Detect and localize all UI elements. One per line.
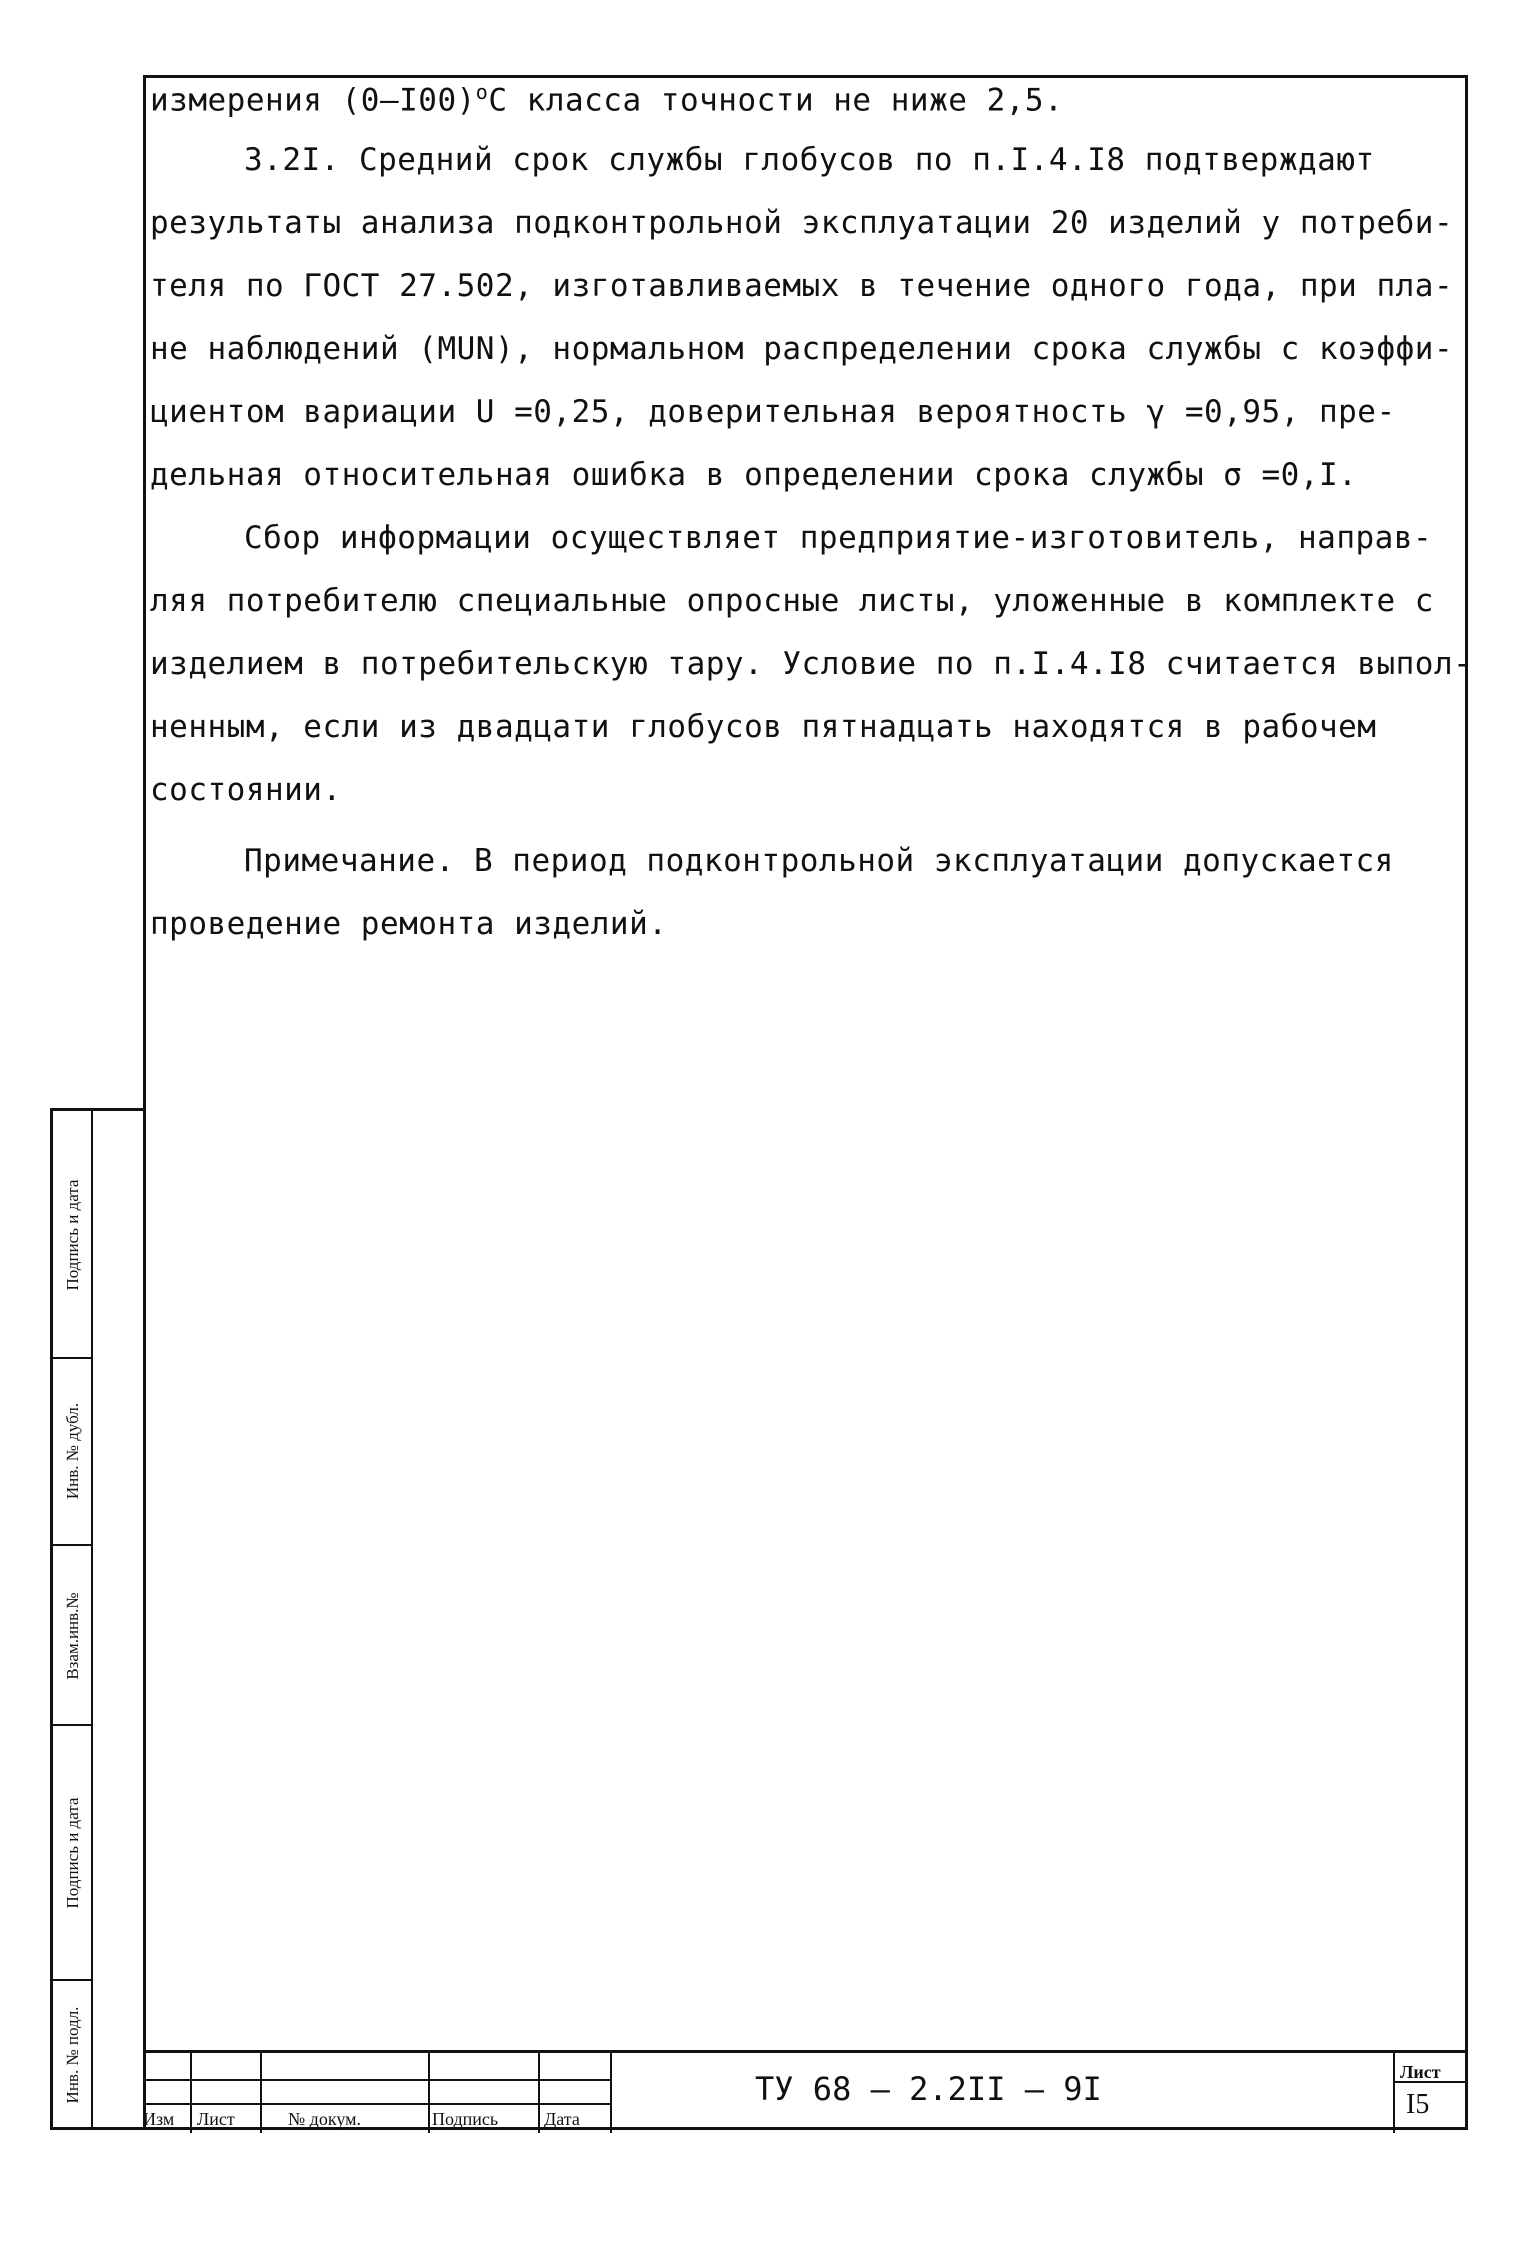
- tb-divider: [428, 2053, 430, 2133]
- text-line-3: результаты анализа подконтрольной эксплуатации 20 изделий у потреби-: [150, 205, 1454, 241]
- text-line-11: ненным, если из двадцати глобусов пятнадцать находятся в рабочем: [150, 709, 1377, 745]
- side-label-inv-dubl: Инв. № дубл.: [63, 1402, 82, 1500]
- page-frame: [143, 75, 1468, 2130]
- note-line-2: проведение ремонта изделий.: [150, 906, 668, 942]
- tb-divider: [538, 2053, 540, 2133]
- text-line-7: дельная относительная ошибка в определении срока службы σ =0,I.: [150, 457, 1358, 493]
- tb-col-date: Дата: [544, 2109, 580, 2129]
- tb-col-signature: Подпись: [432, 2109, 499, 2129]
- text-line-5: не наблюдений (MUN), нормальном распределении срока службы с коэффи-: [150, 331, 1454, 367]
- sheet-number: I5: [1406, 2089, 1430, 2120]
- tb-divider: [190, 2053, 192, 2133]
- tb-divider: [610, 2053, 612, 2133]
- text-line-12: состоянии.: [150, 772, 342, 808]
- tb-divider: [260, 2053, 262, 2133]
- tb-col-list: Лист: [197, 2109, 235, 2129]
- side-strip: [50, 1108, 143, 2130]
- tb-divider: [143, 2103, 610, 2105]
- text-line-4: теля по ГОСТ 27.502, изготавливаемых в течение одного года, при пла-: [150, 268, 1454, 304]
- text-line-1: измерения $(0-I00)^oC$ класса точности не ниже 2,5.: [150, 80, 1064, 119]
- note-line-1: Примечание. В период подконтрольной эксплуатации допускается: [244, 843, 1394, 879]
- text-line-10: изделием в потребительскую тару. Условие по п.I.4.I8 считается выпол-: [150, 646, 1473, 682]
- side-label-signature-date-1: Подпись и дата: [63, 1179, 82, 1291]
- sheet-label: Лист: [1400, 2062, 1441, 2082]
- side-label-signature-date-2: Подпись и дата: [63, 1797, 82, 1909]
- side-label-inv-podl: Инв. № подл.: [63, 2006, 82, 2104]
- document-code: ТУ 68 – 2.2II – 9I: [755, 2070, 1102, 2108]
- tb-col-doc: № докум.: [288, 2109, 361, 2129]
- text-line-8: Сбор информации осуществляет предприятие-изготовитель, направ-: [244, 520, 1433, 556]
- tb-col-izm: Изм: [143, 2109, 175, 2129]
- text-line-6: циентом вариации U =0,25, доверительная вероятность γ =0,95, пре-: [150, 394, 1396, 430]
- tb-divider: [143, 2079, 610, 2081]
- text-line-2: 3.2I. Средний срок службы глобусов по п.I.4.I8 подтверждают: [244, 142, 1375, 178]
- tb-divider: [1393, 2053, 1395, 2133]
- text-line-9: ляя потребителю специальные опросные листы, уложенные в комплекте с: [150, 583, 1434, 619]
- side-label-vzam-inv: Взам.инв.№: [63, 1592, 82, 1680]
